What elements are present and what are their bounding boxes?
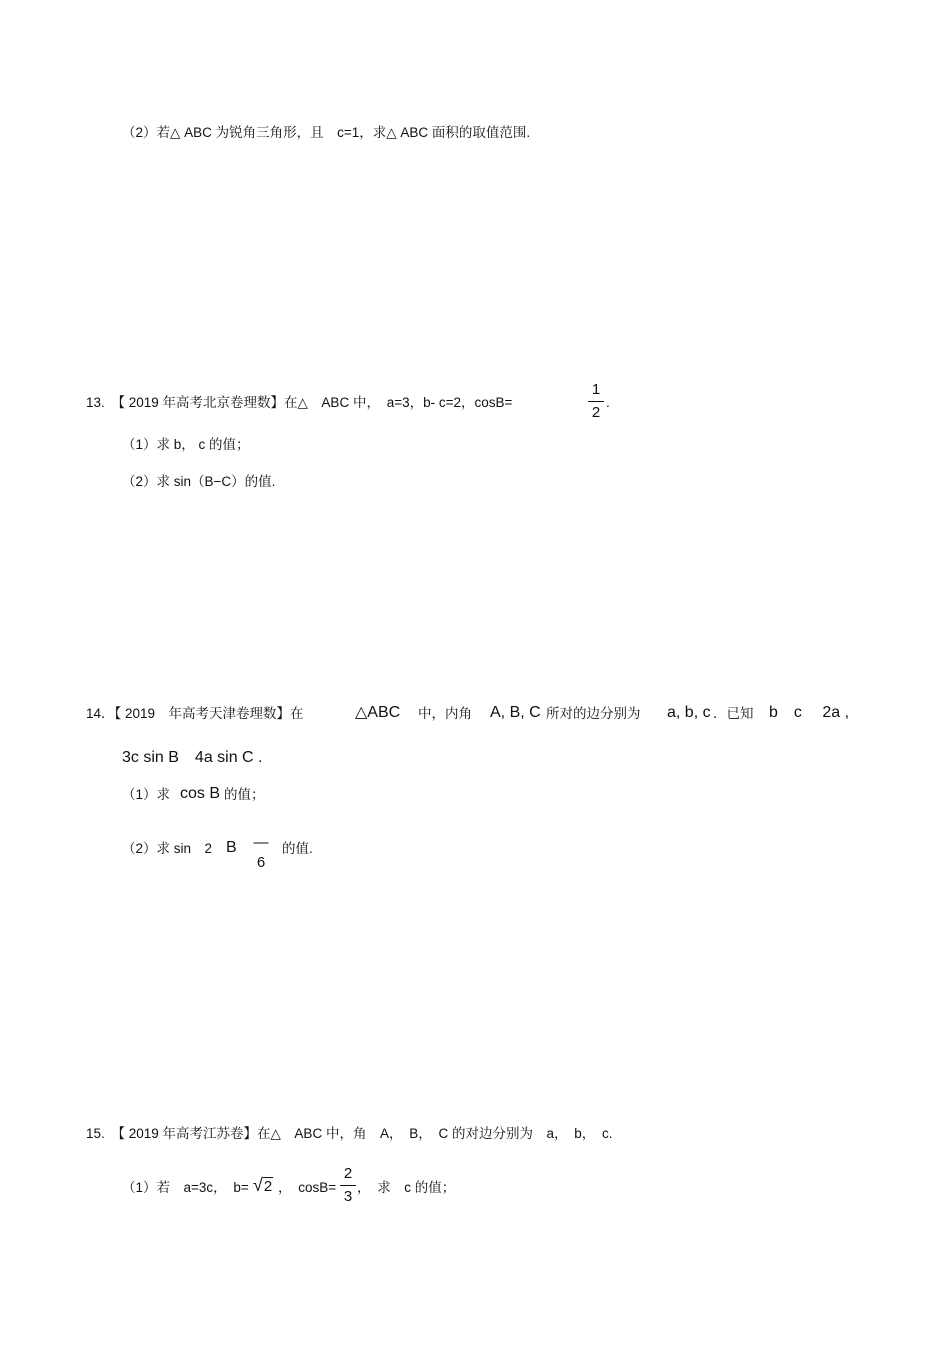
q15-frac-numerator: 2 xyxy=(343,1165,353,1182)
q14-angles: A, B, C xyxy=(490,704,541,721)
q13-stem: 13. 【 2019 年高考北京卷理数】在△ ABC 中， a=3，b- c=2，cosB= xyxy=(86,395,513,410)
q14-part1-cosb: cos B xyxy=(180,785,221,802)
q15-frac-bar xyxy=(340,1185,356,1186)
q13-period: . xyxy=(606,395,610,410)
q15-part1-cosb: ， cosB= xyxy=(278,1180,337,1195)
q15-sqrt-value: 2 xyxy=(263,1178,273,1195)
q14-part1-suffix: 的值； xyxy=(224,787,265,802)
q13-frac-bar xyxy=(588,401,604,402)
q14-stem-known: ．已知 xyxy=(713,706,754,721)
q14-part2-suffix: 的值. xyxy=(282,841,313,856)
q15-sqrt xyxy=(253,1176,273,1196)
q15-stem: 15. 【 2019 年高考江苏卷】在△ ABC 中，角 A， B， C 的对边分别为 a， b， c. xyxy=(86,1126,613,1141)
q14-part2-prefix: （2）求 sin 2 xyxy=(122,841,213,856)
q14-part1-prefix: （1）求 xyxy=(122,787,171,802)
q15-part1-suffix: ， 求 c 的值； xyxy=(357,1180,456,1195)
q14-part2-b: B xyxy=(226,839,237,856)
q14-frac-numerator: — xyxy=(253,834,269,851)
q14-stem-sides-text: 所对的边分别为 xyxy=(546,706,641,721)
q14-stem-inner-angle: 中，内角 xyxy=(418,706,472,721)
sqrt-icon: √ xyxy=(253,1175,263,1195)
q13-frac-numerator: 1 xyxy=(591,381,601,398)
q15-frac-denominator: 3 xyxy=(343,1188,353,1205)
q14-sides: a, b, c xyxy=(667,704,711,721)
q15-fraction xyxy=(340,1165,356,1206)
q14-condition-1: b c 2a , xyxy=(769,704,850,721)
q14-stem-prefix: 14．【 2019 年高考天津卷理数】在 xyxy=(86,706,304,721)
q13-part2: （2）求 sin（B−C）的值. xyxy=(122,474,276,489)
q14-frac-denominator: 6 xyxy=(256,854,266,871)
q14-fraction xyxy=(253,834,269,872)
q13-frac-denominator: 2 xyxy=(591,404,601,421)
q15-part1-prefix: （1）若 a=3c， b= xyxy=(122,1180,249,1195)
q14-condition-2: 3c sin B 4a sin C . xyxy=(122,749,263,766)
q14-triangle-abc: △ABC xyxy=(355,704,401,721)
q12-part2: （2）若△ ABC 为锐角三角形，且 c=1，求△ ABC 面积的取值范围. xyxy=(122,125,531,140)
q13-part1: （1）求 b， c 的值； xyxy=(122,437,250,452)
q13-fraction xyxy=(588,381,604,422)
